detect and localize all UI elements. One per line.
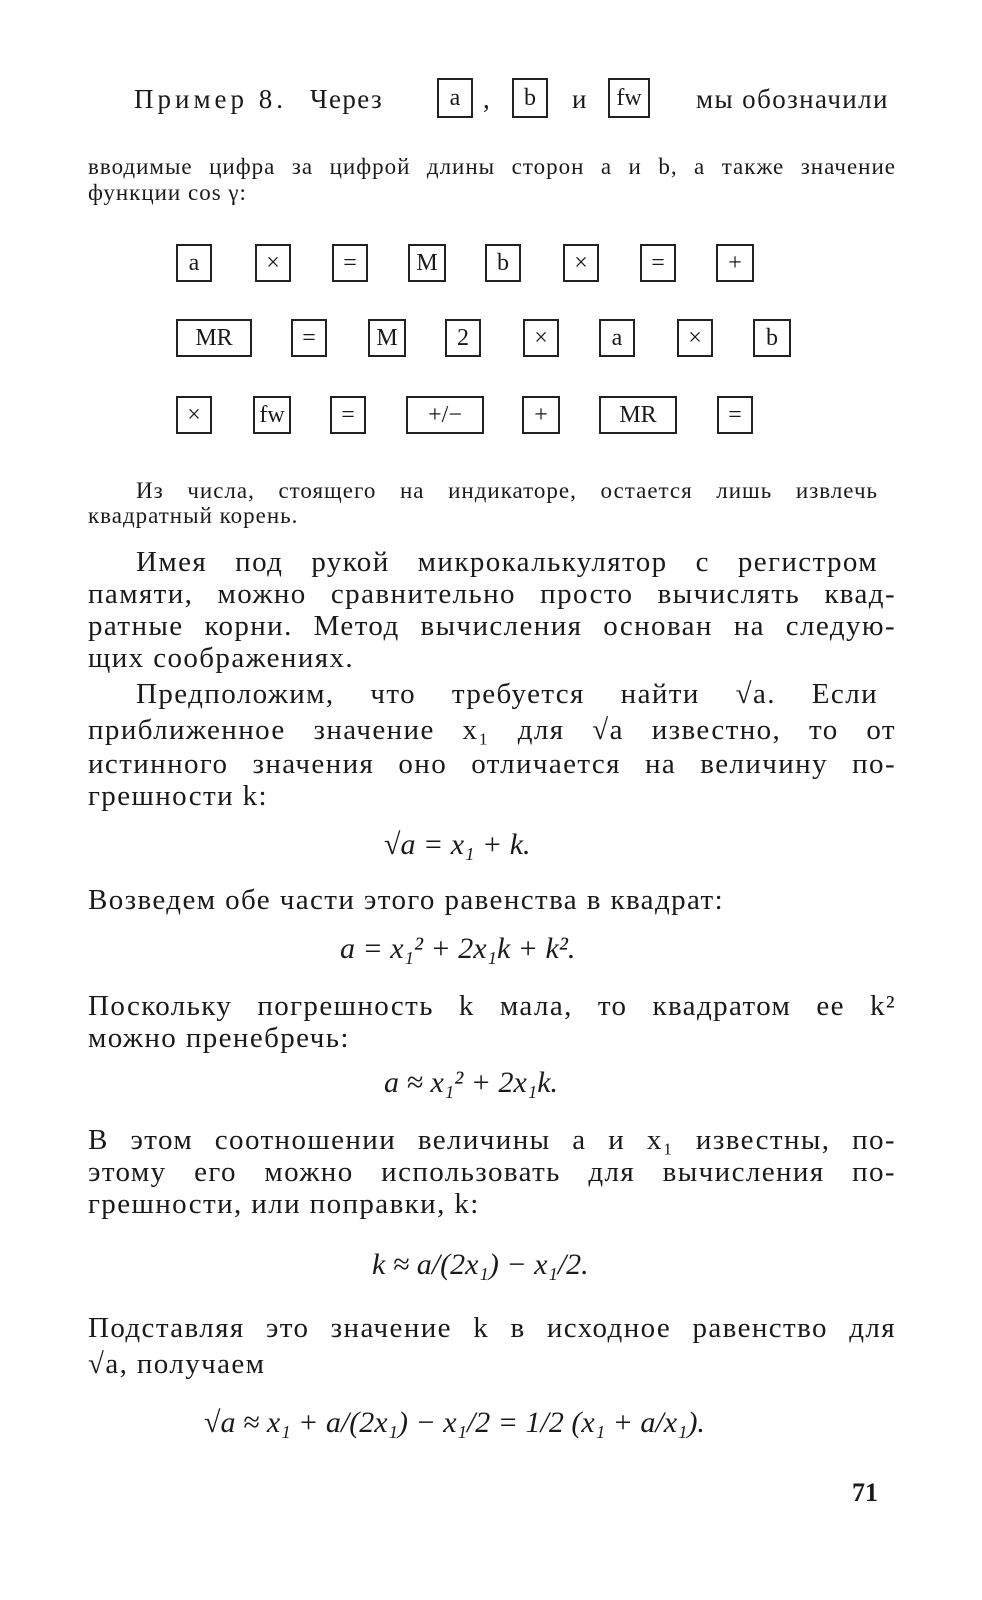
paragraph-6-line-1: Подставляя это значение k в исходное равенство для <box>88 1312 896 1344</box>
key: = <box>640 244 676 282</box>
paragraph-5-line-1: В этом соотношении величины a и x₁ известны, по- <box>88 1124 896 1156</box>
page-number: 71 <box>852 1478 878 1507</box>
key-a: a <box>437 78 473 118</box>
equation-1: √a = x₁ + k. <box>384 828 531 861</box>
key: × <box>563 244 599 282</box>
key: b <box>485 244 521 282</box>
paragraph-6-line-2: √a, получаем <box>88 1348 266 1380</box>
paragraph-2-line-4: грешности k: <box>88 780 269 812</box>
paragraph-5-line-3: грешности, или поправки, k: <box>88 1188 480 1220</box>
paragraph-5-line-2: этому его можно использовать для вычисления по- <box>88 1156 896 1188</box>
key: M <box>408 244 446 282</box>
intro-line-3: функции cos γ: <box>88 180 247 205</box>
key: a <box>599 319 635 357</box>
equation-3: a ≈ x₁² + 2x₁k. <box>384 1066 559 1099</box>
key: + <box>716 244 754 282</box>
paragraph-4-line-2: можно пренебречь: <box>88 1022 350 1054</box>
key: a <box>176 244 212 282</box>
after-keys-line-1: Из числа, стоящего на индикаторе, остается лишь извлечь <box>136 478 878 503</box>
paragraph-2-line-2: приближенное значение x₁ для √a известно, то от <box>88 714 896 746</box>
key: = <box>717 396 753 434</box>
key: × <box>255 244 291 282</box>
equation-4: k ≈ a/(2x₁) − x₁/2. <box>372 1248 589 1281</box>
intro-line-2: вводимые цифра за цифрой длины сторон a и b, а также значение <box>88 154 896 179</box>
paragraph-2-line-1: Предположим, что требуется найти √a. Если <box>136 678 878 710</box>
after-keys-line-2: квадратный корень. <box>88 503 299 528</box>
through-word: Через <box>310 84 384 114</box>
intro-suffix: мы обозначили <box>696 84 889 114</box>
key: = <box>332 244 368 282</box>
paragraph-3: Возведем обе части этого равенства в квадрат: <box>88 884 725 916</box>
paragraph-1-line-4: щих соображениях. <box>88 642 355 674</box>
key: = <box>330 396 366 434</box>
paragraph-2-line-3: истинного значения оно отличается на величину по- <box>88 748 896 780</box>
key-b: b <box>512 78 548 118</box>
key: fw <box>253 396 291 434</box>
key: MR <box>599 396 677 434</box>
key: 2 <box>445 319 481 357</box>
example-intro-line <box>88 84 896 124</box>
key-fw: fw <box>608 78 650 118</box>
equation-5: √a ≈ x₁ + a/(2x₁) − x₁/2 = 1/2 (x₁ + a/x₁). <box>204 1406 705 1439</box>
key: + <box>522 396 560 434</box>
and-word: и <box>572 84 588 114</box>
example-label: Пример 8. <box>134 84 288 114</box>
comma: , <box>483 84 492 114</box>
paragraph-1-line-1: Имея под рукой микрокалькулятор с регистром <box>136 546 878 578</box>
key: +/− <box>406 396 484 434</box>
key: b <box>753 319 791 357</box>
paragraph-4-line-1: Поскольку погрешность k мала, то квадратом ее k² <box>88 990 896 1022</box>
key: × <box>523 319 559 357</box>
key: = <box>291 319 327 357</box>
equation-2: a = x₁² + 2x₁k + k². <box>340 932 576 965</box>
key: MR <box>176 319 252 357</box>
paragraph-1-line-3: ратные корни. Метод вычисления основан на следую- <box>88 610 896 642</box>
paragraph-1-line-2: памяти, можно сравнительно просто вычислять квад- <box>88 578 896 610</box>
key: × <box>176 396 212 434</box>
key: × <box>677 319 713 357</box>
key: M <box>368 319 406 357</box>
